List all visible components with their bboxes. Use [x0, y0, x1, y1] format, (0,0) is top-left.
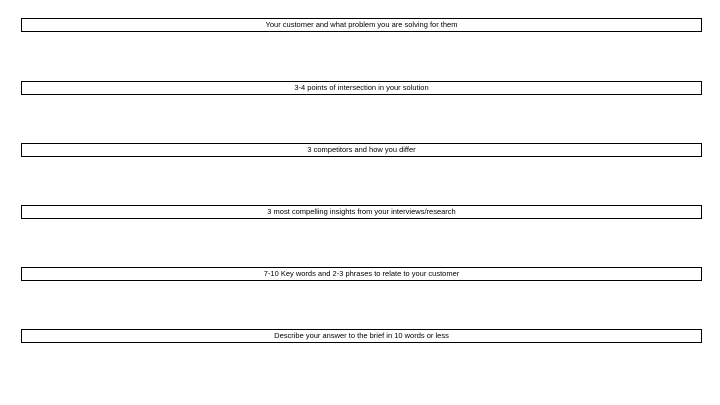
prompt-label: 3 competitors and how you differ: [307, 145, 416, 154]
prompt-box-brief-answer[interactable]: [21, 329, 702, 343]
prompt-label: Your customer and what problem you are solving for them: [265, 20, 458, 29]
prompt-box-insights[interactable]: [21, 205, 702, 219]
prompt-label: Describe your answer to the brief in 10 words or less: [274, 331, 449, 340]
prompt-box-intersection-points[interactable]: [21, 81, 702, 95]
prompt-label: 3-4 points of intersection in your solution: [294, 83, 429, 92]
prompt-label: 7-10 Key words and 2-3 phrases to relate to your customer: [263, 269, 460, 278]
prompt-label: 3 most compelling insights from your interviews/research: [267, 207, 456, 216]
prompt-box-competitors[interactable]: [21, 143, 702, 157]
prompt-box-key-words[interactable]: [21, 267, 702, 281]
prompt-box-customer-problem[interactable]: [21, 18, 702, 32]
